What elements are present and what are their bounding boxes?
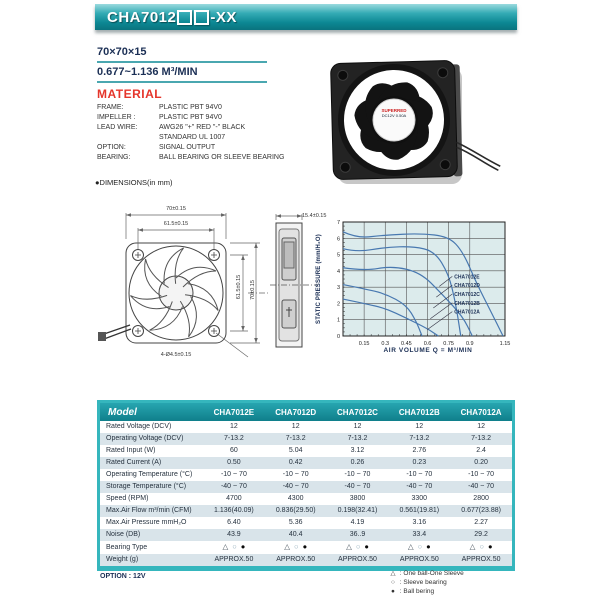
legend-text: : One ball-One Sleeve (398, 570, 464, 577)
table-cell: -40 ~ 70 (468, 483, 495, 490)
table-cell: 36..9 (349, 531, 366, 538)
table-row (100, 517, 512, 529)
product-photo (322, 56, 502, 184)
bearing-symbols-cell (203, 541, 265, 554)
bearing-symbol-icon: △ (407, 542, 414, 551)
photo-center-label (372, 108, 416, 118)
bearing-legend (388, 569, 464, 596)
table-cell: 0.26 (350, 459, 365, 466)
table-row (100, 529, 512, 541)
table-cell: 2.76 (412, 447, 427, 454)
table-cell: 6.40 (227, 519, 241, 526)
table-cell: 7-13.2 (471, 435, 492, 442)
row-label: Rated Input (W) (106, 447, 156, 454)
table-cell: 0.677(23.88) (461, 507, 501, 514)
curve-label: CHA7012A (454, 309, 480, 316)
table-cell: 12 (291, 423, 300, 430)
model-suffix: -XX (210, 8, 237, 26)
table-header-cell: CHA7012C (327, 403, 389, 421)
table-header-cell: CHA7012D (265, 403, 327, 421)
table-cell: 0.50 (227, 459, 241, 466)
front-view-drawing (98, 205, 270, 367)
row-label: Bearing Type (106, 543, 148, 551)
row-label: Max.Air Flow m³/min (CFM) (106, 507, 192, 514)
material-title: MATERIAL (97, 87, 163, 101)
bearing-symbol-icon: △ (222, 542, 229, 551)
table-cell: 0.23 (412, 459, 427, 466)
legend-item (388, 569, 464, 578)
chart-x-axis-label: AIR VOLUME Q = M³/MIN (383, 347, 473, 354)
bearing-symbol-icon: ● (487, 542, 493, 551)
row-label: Speed (RPM) (106, 495, 149, 502)
table-cell: APPROX.50 (461, 556, 501, 563)
table-cell: 60 (230, 447, 238, 454)
curve-label: CHA7012E (454, 274, 480, 281)
table-cell: -10 ~ 70 (282, 471, 309, 478)
bearing-symbol-icon: ● (302, 542, 308, 551)
legend-symbol-icon: ○ (391, 579, 395, 586)
x-tick-label: 0.6 (423, 341, 432, 347)
table-row (100, 457, 512, 469)
bearing-symbol-icon: ○ (355, 542, 361, 551)
table-row (100, 445, 512, 457)
placeholder-box-icon (177, 10, 192, 25)
table-cell: APPROX.50 (338, 556, 377, 563)
table-cell: 7-13.2 (285, 435, 306, 442)
row-label: Weight (g) (106, 556, 139, 563)
bearing-symbol-icon: ● (364, 542, 369, 551)
table-cell: APPROX.50 (276, 556, 316, 563)
page-title (107, 9, 237, 26)
y-tick-label: 1 (336, 317, 340, 324)
x-tick-label: 0.15 (358, 341, 370, 347)
x-tick-label: 0.3 (381, 341, 390, 347)
spec-table-wrap (97, 400, 515, 571)
dim-hole-pitch-v: 61.5±0.15 (236, 274, 242, 300)
spec-label: IMPELLER : (97, 114, 136, 121)
material-row (97, 133, 284, 143)
bearing-symbol-icon: △ (346, 542, 352, 551)
table-row (100, 554, 512, 566)
side-view-drawing (270, 212, 322, 354)
spec-value: PLASTIC PBT 94V0 (159, 104, 222, 111)
photo-brand-text: SUPERRED (381, 108, 407, 113)
placeholder-box-icon (194, 10, 209, 25)
spec-table (100, 403, 512, 566)
material-row (97, 103, 284, 113)
legend-text: : Sleeve bearing (398, 579, 447, 586)
y-tick-label: 4 (336, 268, 340, 275)
table-cell: 2.4 (476, 447, 486, 454)
material-rows (97, 103, 284, 163)
curve-label: CHA7012B (454, 300, 480, 307)
spec-value: STANDARD UL 1007 (159, 134, 226, 141)
table-cell: 0.42 (288, 459, 303, 466)
table-cell: 3300 (411, 495, 428, 502)
table-cell: 4700 (226, 495, 242, 502)
legend-symbol-icon: △ (390, 570, 396, 577)
bearing-symbol-icon: ● (240, 542, 246, 551)
table-row (100, 433, 512, 445)
spec-label: FRAME: (97, 104, 124, 111)
table-header-model: Model (100, 403, 203, 421)
bearing-symbols-cell (450, 541, 512, 554)
table-cell: -10 ~ 70 (406, 471, 433, 478)
bearing-symbols-cell (388, 541, 450, 554)
y-tick-label: 5 (336, 252, 340, 259)
table-cell: 43.9 (227, 531, 241, 538)
bearing-symbols-cell (265, 541, 327, 554)
curve-label: CHA7012D (454, 283, 480, 290)
table-cell: 3.16 (412, 519, 427, 526)
curve-label: CHA7012C (454, 291, 480, 298)
row-label: Max.Air Pressure mmH₂O (106, 519, 187, 526)
table-cell: 0.836(29.50) (275, 507, 316, 514)
table-cell: 5.36 (288, 519, 303, 526)
row-label: Rated Voltage (DCV) (106, 423, 172, 430)
dim-outer-width: 70±0.15 (166, 206, 186, 212)
spec-label: OPTION: (97, 144, 126, 151)
photo-spec-text: DC12V 0.50A (381, 113, 407, 118)
chart-y-axis-label: STATIC PRESSURE (mm/H₂O) (316, 234, 322, 324)
bearing-symbol-icon: △ (469, 542, 476, 551)
spec-value: SIGNAL OUTPUT (159, 144, 216, 151)
pq-performance-chart (326, 215, 512, 352)
spec-value: AWG26 "+" RED "-" BLACK (159, 124, 246, 131)
bearing-symbol-icon: ○ (479, 542, 484, 551)
dim-hole-note: 4-Ø4.5±0.15 (160, 352, 192, 358)
bearing-symbol-icon: ○ (232, 542, 237, 551)
table-cell: -40 ~ 70 (344, 483, 371, 490)
legend-item (388, 587, 464, 596)
divider (97, 61, 267, 63)
table-cell: 29.2 (474, 531, 488, 538)
table-cell: 7-13.2 (409, 435, 430, 442)
x-tick-label: 0.9 (465, 341, 474, 347)
table-cell: 3800 (349, 495, 366, 502)
row-label: Operating Temperature (°C) (106, 471, 193, 478)
option-note: OPTION : 12V (100, 573, 146, 580)
bearing-symbol-icon: △ (284, 542, 291, 551)
legend-item (388, 578, 464, 587)
spec-label: LEAD WIRE: (97, 124, 138, 131)
divider (97, 81, 267, 83)
table-cell: 0.561(19.81) (399, 507, 440, 514)
airflow-range: 0.677~1.136 M³/MIN (97, 66, 198, 78)
chart-plot-area (343, 222, 505, 336)
dim-outer-height: 70±0.15 (250, 280, 256, 300)
dim-hole-pitch: 61.5±0.15 (163, 221, 189, 227)
table-cell: APPROX.50 (214, 556, 254, 563)
y-tick-label: 3 (336, 285, 340, 292)
table-cell: 3.12 (350, 447, 365, 454)
table-cell: 12 (477, 423, 485, 430)
material-row (97, 153, 284, 163)
table-cell: -10 ~ 70 (220, 471, 247, 478)
row-label: Storage Temperature (°C) (106, 483, 187, 490)
table-cell: 4300 (287, 495, 304, 502)
legend-text: : Ball bering (398, 588, 435, 595)
table-cell: -10 ~ 70 (344, 471, 371, 478)
table-cell: 1.136(40.09) (214, 507, 254, 514)
table-cell: 12 (230, 423, 238, 430)
table-cell: 2.27 (474, 519, 488, 526)
x-tick-label: 0.75 (443, 341, 455, 347)
row-label: Rated Current (A) (106, 459, 162, 466)
bearing-symbol-icon: ● (426, 542, 431, 551)
table-cell: 33.4 (412, 531, 427, 538)
y-tick-label: 7 (336, 220, 340, 226)
x-tick-label: 1.15 (499, 341, 511, 347)
bearing-symbols-cell (327, 541, 389, 554)
material-row (97, 113, 284, 123)
table-cell: -10 ~ 70 (468, 471, 495, 478)
table-cell: 5.04 (288, 447, 303, 454)
spec-label: BEARING: (97, 154, 131, 161)
table-cell: 2800 (473, 495, 489, 502)
y-tick-label: 6 (336, 236, 340, 243)
table-cell: 4.19 (350, 519, 365, 526)
table-row (100, 541, 512, 554)
table-cell: 12 (415, 423, 424, 430)
model-header-bar (95, 4, 517, 30)
row-label: Noise (DB) (106, 531, 141, 538)
table-row (100, 421, 512, 433)
table-cell: 7-13.2 (223, 435, 244, 442)
table-cell: -40 ~ 70 (406, 483, 433, 490)
spec-value: PLASTIC PBT 94V0 (159, 114, 222, 121)
bearing-symbol-icon: ○ (417, 542, 423, 551)
table-cell: 0.20 (474, 459, 488, 466)
spec-value: BALL BEARING OR SLEEVE BEARING (159, 154, 285, 161)
table-cell: 12 (353, 423, 362, 430)
table-cell: -40 ~ 70 (220, 483, 247, 490)
dim-depth: 15.4±0.15 (302, 213, 327, 219)
table-row (100, 481, 512, 493)
table-header-cell: CHA7012B (388, 403, 450, 421)
table-cell: APPROX.50 (399, 556, 439, 563)
y-tick-label: 0 (336, 334, 340, 340)
table-header-cell: CHA7012A (450, 403, 512, 421)
fan-size: 70×70×15 (97, 46, 147, 58)
bearing-symbol-icon: ○ (294, 542, 299, 551)
table-cell: 0.198(32.41) (337, 507, 378, 514)
model-prefix: CHA7012 (107, 8, 177, 26)
table-row (100, 505, 512, 517)
table-cell: 40.4 (288, 531, 303, 538)
table-header-cell: CHA7012E (203, 403, 265, 421)
x-tick-label: 0.45 (401, 341, 412, 347)
table-row (100, 493, 512, 505)
table-cell: 7-13.2 (347, 435, 368, 442)
legend-symbol-icon: ● (391, 588, 395, 595)
table-cell: -40 ~ 70 (282, 483, 309, 490)
table-row (100, 469, 512, 481)
row-label: Operating Voltage (DCV) (106, 435, 184, 442)
dimensions-title: ●DIMENSIONS(in mm) (95, 178, 173, 187)
material-row (97, 143, 284, 153)
material-row (97, 123, 284, 133)
y-tick-label: 2 (336, 301, 340, 308)
